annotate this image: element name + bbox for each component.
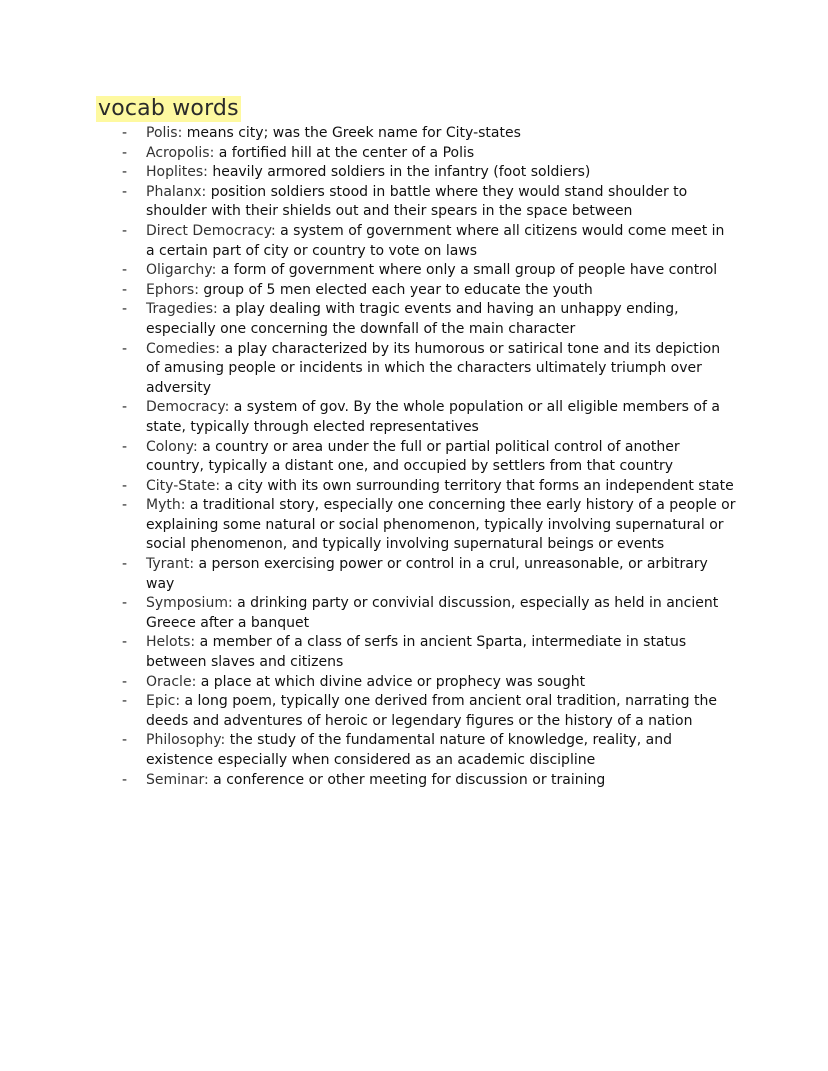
vocab-term: Acropolis (146, 144, 210, 161)
vocab-term: Myth (146, 497, 181, 514)
vocab-item: - Symposium: a drinking party or convivial discussion, especially as held in ancient Greece after a banquet (120, 594, 736, 633)
vocab-term: Philosophy (146, 732, 221, 749)
vocab-term: Oracle (146, 673, 192, 690)
vocab-item: - Philosophy: the study of the fundamental nature of knowledge, reality, and existence especially when considered as an academic discipline (120, 731, 736, 770)
vocab-term: Ephors (146, 281, 195, 298)
vocab-definition: a drinking party or convivial discussion, especially as held in ancient Greece after a banquet (146, 595, 719, 631)
vocab-definition: a country or area under the full or partial political control of another country, typically a distant one, and occupied by settlers from that country (146, 438, 680, 475)
vocab-term: City-State (146, 477, 216, 494)
vocab-definition: group of 5 men elected each year to educate the youth (203, 281, 593, 298)
vocab-list (120, 124, 736, 790)
vocab-item: - Epic: a long poem, typically one derived from ancient oral tradition, narrating the deeds and adventures of heroic or legendary figures or the history of a nation (120, 692, 736, 731)
vocab-definition: heavily armored soldiers in the infantry (foot soldiers) (212, 164, 591, 181)
vocab-definition: a play dealing with tragic events and having an unhappy ending, especially one concerning the downfall of the main character (146, 301, 679, 337)
page-title: vocab words (98, 96, 239, 121)
vocab-definition: the study of the fundamental nature of knowledge, reality, and existence especially when considered as an academic discipline (146, 732, 672, 768)
vocab-definition: a person exercising power or control in a crul, unreasonable, or arbitrary way (146, 556, 708, 592)
vocab-term: Democracy (146, 399, 225, 416)
vocab-item: - Acropolis: a fortified hill at the center of a Polis (120, 144, 736, 164)
vocab-term: Symposium (146, 595, 228, 612)
vocab-definition: a system of government where all citizens would come meet in a certain part of city or country to vote on laws (146, 222, 725, 259)
vocab-term: Oligarchy (146, 262, 212, 279)
vocab-item: - Myth: a traditional story, especially one concerning thee early history of a people or explaining some natural or social phenomenon, typically involving supernatural or social phenomenon, and typically involving supernatural beings or events (120, 496, 736, 555)
vocab-item: - Democracy: a system of gov. By the whole population or all eligible members of a state, typically through elected representatives (120, 398, 736, 437)
vocab-item: - Phalanx: position soldiers stood in battle where they would stand shoulder to shoulder with their shields out and their spears in the space between (120, 183, 736, 222)
vocab-term: Seminar (146, 771, 204, 788)
vocab-definition: a form of government where only a small group of people have control (220, 262, 718, 279)
vocab-item: - Comedies: a play characterized by its humorous or satirical tone and its depiction of amusing people or incidents in which the characters ultimately triumph over adversity (120, 340, 736, 399)
vocab-term: Tyrant (146, 556, 190, 573)
vocab-item: - Direct Democracy: a system of government where all citizens would come meet in a certain part of city or country to vote on laws (120, 222, 736, 261)
vocab-item: - Ephors: group of 5 men elected each year to educate the youth (120, 281, 736, 301)
vocab-definition: a long poem, typically one derived from ancient oral tradition, narrating the deeds and adventures of heroic or legendary figures or the history of a nation (146, 693, 717, 729)
vocab-definition: a traditional story, especially one concerning thee early history of a people or explaining some natural or social phenomenon, typically involving supernatural or social phenomenon, and typically involving supernatural beings or events (146, 497, 736, 553)
vocab-definition: a conference or other meeting for discussion or training (213, 771, 606, 788)
vocab-definition: a system of gov. By the whole population or all eligible members of a state, typically through elected representatives (146, 399, 720, 435)
vocab-term: Epic (146, 693, 176, 710)
vocab-item: - Oracle: a place at which divine advice or prophecy was sought (120, 673, 736, 693)
vocab-definition: a play characterized by its humorous or satirical tone and its depiction of amusing people or incidents in which the characters ultimately triumph over adversity (146, 340, 721, 396)
vocab-item: - Polis: means city; was the Greek name for City-states (120, 124, 736, 144)
vocab-definition: means city; was the Greek name for City-states (186, 125, 521, 141)
vocab-definition: a fortified hill at the center of a Polis (218, 144, 475, 161)
vocab-definition: position soldiers stood in battle where they would stand shoulder to shoulder with their shields out and their spears in the space between (146, 183, 688, 220)
vocab-item: - City-State: a city with its own surrounding territory that forms an independent state (120, 477, 736, 497)
vocab-term: Tragedies (146, 301, 214, 318)
vocab-term: Direct Democracy (146, 222, 271, 239)
vocab-term: Polis (146, 125, 178, 141)
vocab-definition: a city with its own surrounding territory that forms an independent state (224, 477, 734, 494)
vocab-definition: a place at which divine advice or prophecy was sought (200, 673, 586, 690)
vocab-item: - Helots: a member of a class of serfs in ancient Sparta, intermediate in status between slaves and citizens (120, 633, 736, 672)
vocab-definition: a member of a class of serfs in ancient Sparta, intermediate in status between slaves and citizens (146, 634, 687, 671)
vocab-item: - Hoplites: heavily armored soldiers in the infantry (foot soldiers) (120, 163, 736, 183)
vocab-item: - Colony: a country or area under the full or partial political control of another country, typically a distant one, and occupied by settlers from that country (120, 438, 736, 477)
vocab-term: Hoplites (146, 164, 204, 181)
vocab-term: Comedies (146, 340, 216, 357)
vocab-term: Colony (146, 438, 193, 455)
vocab-item: - Oligarchy: a form of government where only a small group of people have control (120, 261, 736, 281)
vocab-term: Phalanx (146, 183, 202, 200)
vocab-term: Helots (146, 634, 191, 651)
vocab-item: - Tyrant: a person exercising power or control in a crul, unreasonable, or arbitrary way (120, 555, 736, 594)
vocab-item: - Tragedies: a play dealing with tragic events and having an unhappy ending, especially one concerning the downfall of the main character (120, 300, 736, 339)
vocab-item: - Seminar: a conference or other meeting for discussion or training (120, 771, 736, 791)
